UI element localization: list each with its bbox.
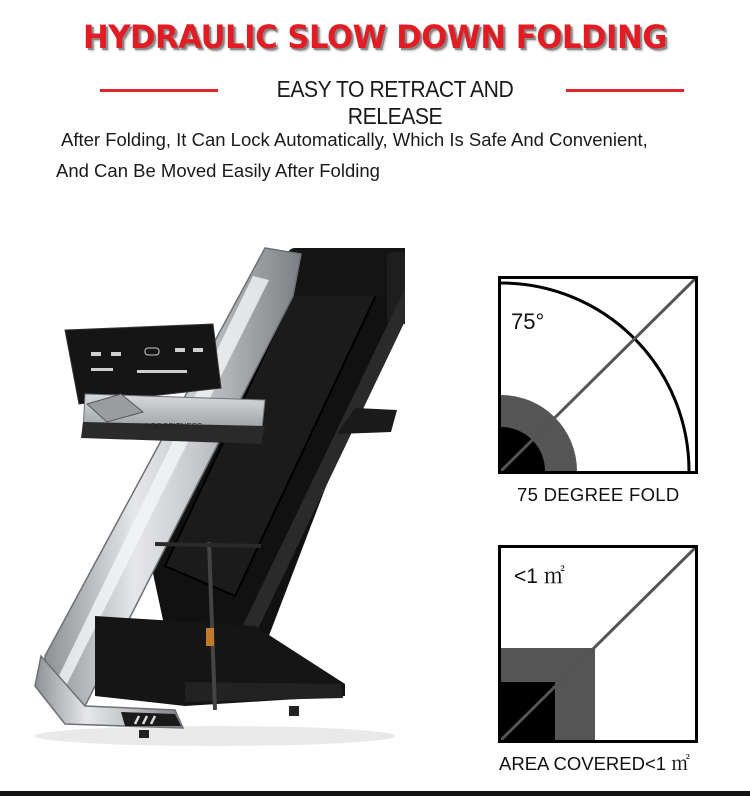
brand-label: LOGOFITNESS (145, 422, 202, 431)
description (56, 124, 736, 186)
fold-caption: 75 DEGREE FOLD (517, 484, 680, 505)
description-line-1: After Folding, It Can Lock Automatically, Which Is Safe And Convenient, (61, 129, 648, 150)
area-diagram (498, 545, 698, 743)
subtitle-rule-left (100, 89, 218, 92)
area-caption: AREA COVERED<1 ㎡ (499, 753, 690, 774)
headline: HYDRAULIC SLOW DOWN FOLDING (83, 18, 667, 56)
description-line-2: And Can Be Moved Easily After Folding (56, 160, 380, 181)
fold-angle-diagram (498, 276, 698, 474)
subtitle: EASY TO RETRACT AND RELEASE (276, 76, 514, 129)
fold-angle-graphic (501, 279, 695, 471)
folded-treadmill-image (25, 236, 405, 756)
bottom-divider (0, 791, 750, 796)
fold-angle-label: 75° (511, 309, 545, 334)
subtitle-row (0, 76, 750, 129)
area-size-label: <1 ㎡ (514, 565, 565, 588)
subtitle-rule-right (566, 89, 684, 92)
